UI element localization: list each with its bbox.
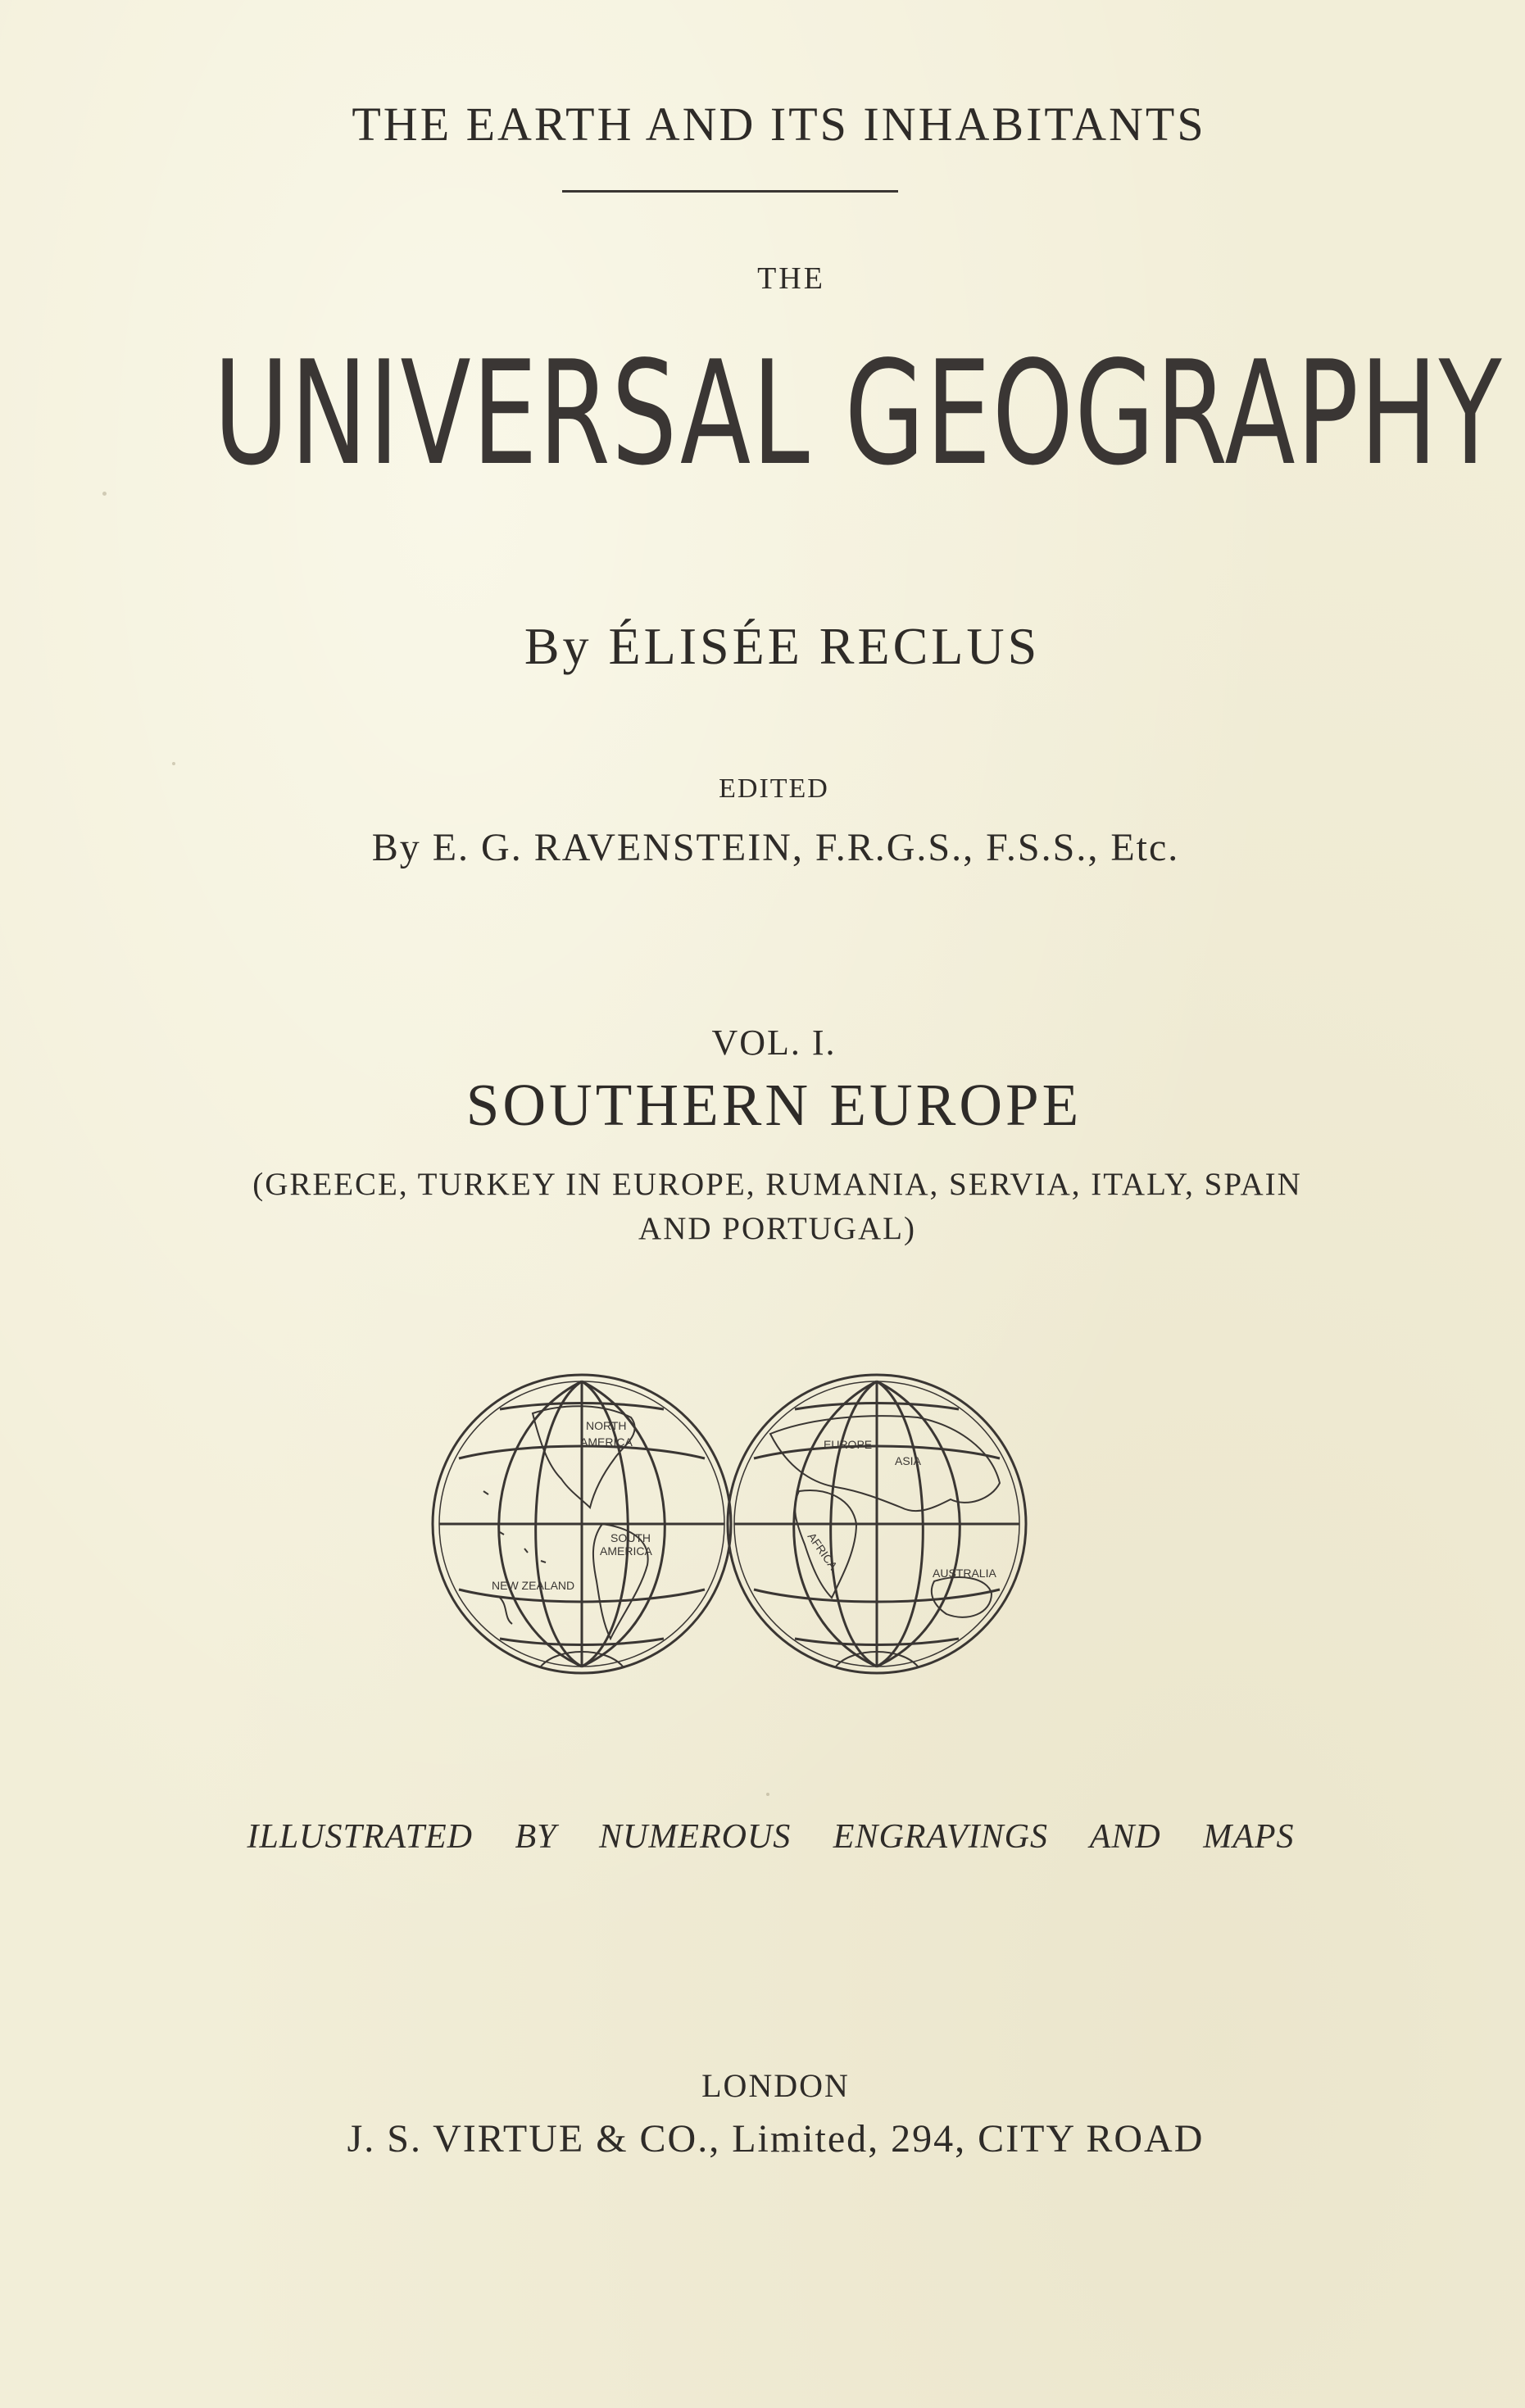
label-australia: AUSTRALIA bbox=[933, 1567, 996, 1580]
label-america: AMERICA bbox=[580, 1435, 633, 1449]
title-rule bbox=[562, 190, 898, 193]
publisher-address: 294, CITY ROAD bbox=[891, 2117, 1205, 2161]
western-hemisphere-globe bbox=[433, 1375, 731, 1673]
label-asia: ASIA bbox=[895, 1454, 921, 1467]
author-name: ÉLISÉE RECLUS bbox=[608, 617, 1041, 675]
label-new-zealand: NEW ZEALAND bbox=[492, 1579, 575, 1592]
imprint-publisher-line bbox=[13, 2116, 1525, 2161]
edited-label: EDITED bbox=[719, 773, 829, 804]
countries-line-2: AND PORTUGAL) bbox=[638, 1211, 916, 1246]
main-title: UNIVERSAL GEOGRAPHY bbox=[213, 331, 1504, 497]
editor-by: By bbox=[371, 826, 421, 869]
series-title: THE EARTH AND ITS INHABITANTS bbox=[352, 97, 1206, 151]
author-by: By bbox=[524, 617, 592, 675]
editor-etc: Etc. bbox=[1110, 826, 1180, 869]
illustrated-note: ILLUSTRATED BY NUMEROUS ENGRAVINGS AND MAPS bbox=[247, 1818, 1295, 1856]
author-line bbox=[20, 616, 1525, 677]
label-africa: AFRICA bbox=[805, 1530, 841, 1572]
countries-line-1: (GREECE, TURKEY IN EUROPE, RUMANIA, SERVIA, ITALY, SPAIN bbox=[252, 1167, 1302, 1202]
foxing-spot bbox=[766, 1793, 769, 1796]
title-article: THE bbox=[757, 261, 825, 296]
label-europe: EUROPE bbox=[824, 1438, 873, 1451]
eastern-hemisphere-globe bbox=[728, 1375, 1026, 1673]
publisher-limited: Limited, bbox=[732, 2117, 880, 2161]
publisher-name: J. S. VIRTUE & CO., bbox=[347, 2117, 721, 2161]
label-south: SOUTH bbox=[610, 1531, 651, 1544]
label-america-south: AMERICA bbox=[600, 1544, 652, 1558]
twin-globes-emblem bbox=[426, 1368, 1033, 1684]
imprint-city: LONDON bbox=[701, 2067, 850, 2104]
label-north: NORTH bbox=[586, 1419, 627, 1432]
editor-name: E. G. RAVENSTEIN, F.R.G.S., F.S.S., bbox=[432, 826, 1100, 869]
foxing-spot bbox=[102, 492, 107, 496]
editor-line bbox=[13, 825, 1525, 870]
volume-subject: SOUTHERN EUROPE bbox=[465, 1072, 1082, 1138]
foxing-spot bbox=[172, 762, 175, 765]
volume-number: VOL. I. bbox=[711, 1023, 837, 1063]
